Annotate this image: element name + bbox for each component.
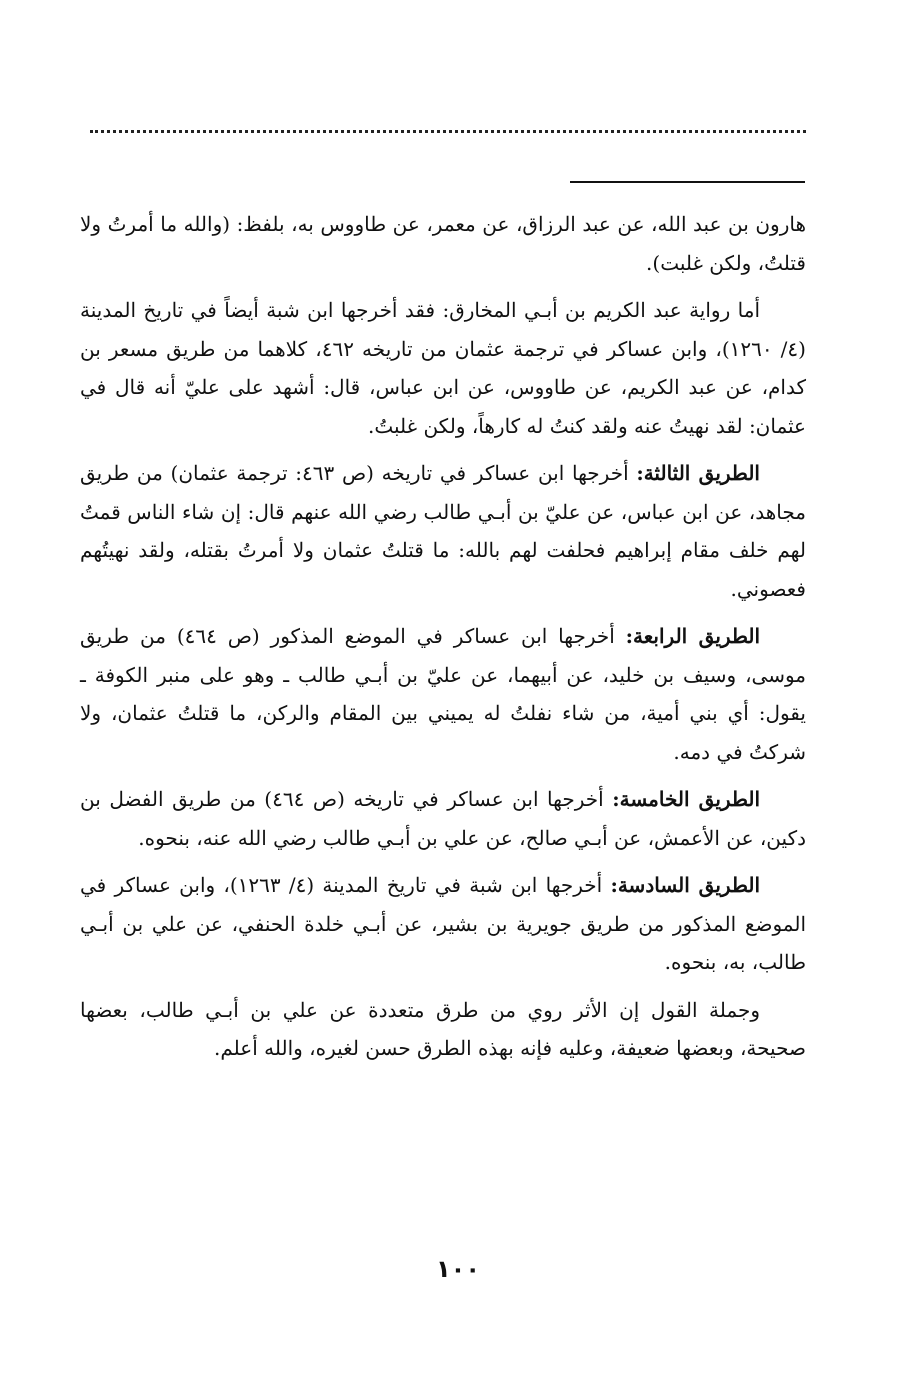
route-heading: الطريق السادسة: [610, 873, 760, 897]
page-number: ١٠٠ [436, 1255, 480, 1283]
footnote-rule [570, 181, 805, 183]
paragraph-fourth-route [80, 617, 806, 771]
route-heading: الطريق الخامسة: [612, 787, 761, 811]
paragraph-text: أخرجها ابن عساكر في تاريخه (ص ٤٦٣: ترجمة عثمان) من طريق مجاهد، عن ابن عباس، عن عليّ بن أبـي طالب رضي الله عنهم قال: إن شاء الناس قمتُ لهم خلف مقام إبراهيم فحلفت لهم بالله: ما قتلتُ عثمان ولا أمرتُ بقتله، ولقد نهيتُهم فعصوني. [80, 461, 806, 601]
route-heading: الطريق الرابعة: [625, 624, 761, 648]
dotted-separator [90, 130, 806, 133]
paragraph-text: هارون بن عبد الله، عن عبد الرزاق، عن معمر، عن طاووس به، بلفظ: (والله ما أمرتُ ولا قتلتُ، ولكن غلبت). [80, 212, 806, 275]
paragraph-text: وجملة القول إن الأثر روي من طرق متعددة عن علي بن أبـي طالب، بعضها صحيحة، وبعضها ضعيفة، وعليه فإنه بهذه الطرق حسن لغيره، والله أعلم. [80, 997, 806, 1060]
route-heading: الطريق الثالثة: [636, 461, 760, 485]
paragraph-text: أخرجها ابن عساكر في تاريخه (ص ٤٦٤) من طريق الفضل بن دكين، عن الأعمش، عن أبـي صالح، عن علي بن أبـي طالب رضي الله عنه، بنحوه. [80, 787, 806, 850]
paragraph-conclusion [80, 991, 806, 1068]
paragraph-text: أما رواية عبد الكريم بن أبـي المخارق: فقد أخرجها ابن شبة أيضاً في تاريخ المدينة (٤/ ١٢٦٠)، وابن عساكر في ترجمة عثمان من تاريخه ٤٦٢، كلاهما من طريق مسعر بن كدام، عن عبد الكريم، عن طاووس، عن ابن عباس، قال: أشهد على عليّ أنه قال في عثمان: لقد نهيتُ عنه ولقد كنتُ له كارهاً، ولكن غلبتُ. [80, 298, 807, 438]
paragraph-text: أخرجها ابن عساكر في الموضع المذكور (ص ٤٦٤) من طريق موسى، وسيف بن خليد، عن أبيهما، عن عليّ بن أبـي طالب ـ وهو على منبر الكوفة ـ يقول: أي بني أمية، من شاء نفلتُ له يميني بين المقام والركن، ما قتلتُ عثمان، ولا شركتُ في دمه. [80, 624, 806, 764]
paragraph-text: أخرجها ابن شبة في تاريخ المدينة (٤/ ١٢٦٣)، وابن عساكر في الموضع المذكور من طريق جويرية بن بشير، عن أبـي خلدة الحنفي، عن علي بن أبـي طالب، به، بنحوه. [80, 873, 806, 974]
paragraph-third-route [80, 454, 806, 608]
paragraph-sixth-route [80, 866, 806, 982]
paragraph-abdulkarim [80, 291, 806, 445]
paragraph-continuation [80, 205, 806, 282]
footnote-text [80, 205, 806, 1077]
paragraph-fifth-route [80, 780, 806, 857]
